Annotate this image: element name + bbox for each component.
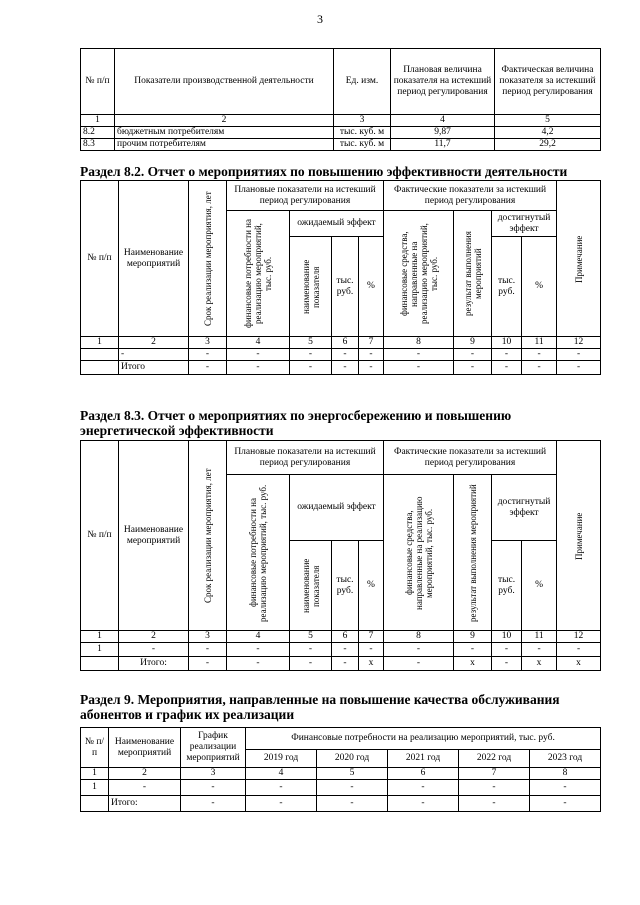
header-year: 2021 год <box>388 750 459 768</box>
cell-plan: 11,7 <box>391 139 495 151</box>
cell: - <box>359 361 384 375</box>
cell: - <box>119 643 189 657</box>
cell: - <box>290 657 332 671</box>
cell <box>81 796 109 812</box>
cell: - <box>290 643 332 657</box>
cell: - <box>388 796 459 812</box>
header-year: 2020 год <box>317 750 388 768</box>
index-cell: 8 <box>384 337 454 349</box>
index-cell: 3 <box>334 115 391 127</box>
header-indicator: Показатели производственной деятельности <box>115 49 334 115</box>
index-cell: 5 <box>495 115 601 127</box>
index-cell: 7 <box>359 337 384 349</box>
cell-unit: тыс. куб. м <box>334 139 391 151</box>
header-expected-effect: ожидаемый эффект <box>290 475 384 541</box>
cell: - <box>189 361 227 375</box>
total-label: Итого <box>119 361 189 375</box>
cell: - <box>384 643 454 657</box>
index-cell: 6 <box>332 337 359 349</box>
header-name: Наименование мероприятий <box>119 441 189 631</box>
index-cell: 11 <box>522 337 557 349</box>
header-note: Примечание <box>573 234 584 283</box>
cell: - <box>317 796 388 812</box>
cell-fact: 4,2 <box>495 127 601 139</box>
cell: - <box>246 780 317 796</box>
index-cell: 4 <box>227 337 290 349</box>
header-fact-fin: финансовые средства, направленные на реализацию мероприятий, тыс. руб. <box>398 223 439 324</box>
cell: x <box>522 657 557 671</box>
header-num: № п/п <box>81 181 119 337</box>
header-fact-fin: финансовые средства, направленные на реализацию мероприятий, тыс. руб. <box>403 495 434 610</box>
header-pct: % <box>522 237 557 337</box>
index-cell: 12 <box>557 337 601 349</box>
index-cell: 9 <box>454 337 492 349</box>
index-cell: 7 <box>459 768 530 780</box>
cell: - <box>384 361 454 375</box>
header-num: № п/п <box>81 441 119 631</box>
cell <box>81 361 119 375</box>
header-year: 2022 год <box>459 750 530 768</box>
cell: - <box>181 796 246 812</box>
header-note: Примечание <box>573 511 584 560</box>
section-8-2-title: Раздел 8.2. Отчет о мероприятиях по повышению эффективности деятельности <box>80 164 568 179</box>
index-cell: 2 <box>109 768 181 780</box>
section-9-title: Раздел 9. Мероприятия, направленные на повышение качества обслуживания абонентов и график их реализации <box>80 692 560 722</box>
header-rub: тыс. руб. <box>332 541 359 631</box>
header-plan: Плановые показатели на истекший период регулирования <box>227 181 384 211</box>
header-term: Срок реализации мероприятия, лет <box>202 191 213 326</box>
index-cell: 4 <box>227 631 290 643</box>
index-cell: 5 <box>317 768 388 780</box>
header-plan: Плановые показатели на истекший период регулирования <box>227 441 384 475</box>
index-cell: 6 <box>388 768 459 780</box>
cell: - <box>388 780 459 796</box>
index-cell: 9 <box>454 631 492 643</box>
index-cell: 1 <box>81 768 109 780</box>
cell-indicator: бюджетным потребителям <box>115 127 334 139</box>
cell: - <box>181 780 246 796</box>
header-plan-fin: финансовые потребности на реализацию мероприятий, тыс. руб. <box>248 483 268 622</box>
cell: - <box>384 657 454 671</box>
cell: - <box>557 643 601 657</box>
index-cell: 2 <box>119 631 189 643</box>
cell: - <box>119 349 189 361</box>
cell: - <box>454 361 492 375</box>
header-pct: % <box>522 541 557 631</box>
index-cell: 2 <box>115 115 334 127</box>
index-cell: 4 <box>246 768 317 780</box>
header-fact: Фактическая величина показателя за истекший период регулирования <box>495 49 601 115</box>
index-cell: 10 <box>492 337 522 349</box>
cell: - <box>492 349 522 361</box>
cell: - <box>459 780 530 796</box>
table-row <box>81 657 601 671</box>
index-cell: 1 <box>81 115 115 127</box>
header-rub: тыс. руб. <box>492 237 522 337</box>
header-indicator: наименование показателя <box>300 558 321 613</box>
cell: - <box>492 361 522 375</box>
section-8-3-table <box>80 440 601 671</box>
cell: - <box>189 643 227 657</box>
cell: 1 <box>81 780 109 796</box>
cell: - <box>317 780 388 796</box>
cell-fact: 29,2 <box>495 139 601 151</box>
section-8-2-table <box>80 180 601 375</box>
cell: - <box>522 643 557 657</box>
table-row <box>81 796 601 812</box>
cell: - <box>359 349 384 361</box>
header-num: № п/п <box>81 728 109 768</box>
cell-unit: тыс. куб. м <box>334 127 391 139</box>
index-cell: 2 <box>119 337 189 349</box>
header-result: результат выполнения мероприятий <box>467 483 478 622</box>
header-indicator: наименование показателя <box>300 259 321 314</box>
header-unit: Ед. изм. <box>334 49 391 115</box>
header-fact: Фактические показатели за истекший период регулирования <box>384 441 557 475</box>
header-num: № п/п <box>81 49 115 115</box>
table-row <box>81 780 601 796</box>
cell: - <box>227 657 290 671</box>
table-row <box>81 361 601 375</box>
index-cell: 1 <box>81 337 119 349</box>
index-cell: 5 <box>290 631 332 643</box>
cell: - <box>290 349 332 361</box>
cell: - <box>459 796 530 812</box>
header-achieved-effect: достигнутый эффект <box>492 211 557 237</box>
header-financing: Финансовые потребности на реализацию мероприятий, тыс. руб. <box>246 728 601 750</box>
cell: - <box>189 349 227 361</box>
cell: - <box>454 643 492 657</box>
cell <box>81 349 119 361</box>
header-result: результат выполнения мероприятий <box>462 231 483 316</box>
header-rub: тыс. руб. <box>492 541 522 631</box>
table-row <box>81 349 601 361</box>
cell-num: 8.2 <box>81 127 115 139</box>
cell: - <box>522 349 557 361</box>
header-rub: тыс. руб. <box>332 237 359 337</box>
index-cell: 6 <box>332 631 359 643</box>
cell: - <box>227 643 290 657</box>
header-achieved-effect: достигнутый эффект <box>492 475 557 541</box>
index-cell: 3 <box>189 337 227 349</box>
cell: - <box>454 349 492 361</box>
index-cell: 5 <box>290 337 332 349</box>
cell-plan: 9,87 <box>391 127 495 139</box>
index-cell: 3 <box>189 631 227 643</box>
total-label: Итого: <box>109 796 181 812</box>
index-cell: 7 <box>359 631 384 643</box>
cell: x <box>557 657 601 671</box>
index-cell: 4 <box>391 115 495 127</box>
header-fact: Фактические показатели за истекший период регулирования <box>384 181 557 211</box>
header-pct: % <box>359 541 384 631</box>
index-cell: 12 <box>557 631 601 643</box>
header-name: Наименование мероприятий <box>109 728 181 768</box>
page-number: 3 <box>317 12 323 26</box>
header-plan-fin: финансовые потребности на реализацию мероприятий, тыс. руб. <box>243 219 273 328</box>
header-year: 2019 год <box>246 750 317 768</box>
header-pct: % <box>359 237 384 337</box>
cell: - <box>332 349 359 361</box>
cell: - <box>246 796 317 812</box>
production-indicators-table <box>80 48 601 151</box>
header-plan: Плановая величина показателя на истекший период регулирования <box>391 49 495 115</box>
cell: - <box>530 780 601 796</box>
cell: - <box>557 361 601 375</box>
cell-indicator: прочим потребителям <box>115 139 334 151</box>
index-cell: 10 <box>492 631 522 643</box>
cell: - <box>492 657 522 671</box>
header-schedule: График реализации мероприятий <box>181 728 246 768</box>
cell: - <box>530 796 601 812</box>
index-cell: 1 <box>81 631 119 643</box>
cell: - <box>290 361 332 375</box>
header-year: 2023 год <box>530 750 601 768</box>
cell: x <box>359 657 384 671</box>
header-name: Наименование мероприятий <box>119 181 189 337</box>
table-row <box>81 643 601 657</box>
cell: - <box>522 361 557 375</box>
table-row <box>81 139 601 151</box>
cell: - <box>332 643 359 657</box>
cell: - <box>227 349 290 361</box>
index-cell: 8 <box>530 768 601 780</box>
cell: - <box>359 643 384 657</box>
cell: - <box>227 361 290 375</box>
table-row <box>81 127 601 139</box>
cell: - <box>332 361 359 375</box>
cell: - <box>332 657 359 671</box>
index-cell: 3 <box>181 768 246 780</box>
cell: - <box>109 780 181 796</box>
index-cell: 11 <box>522 631 557 643</box>
section-9-table <box>80 727 601 812</box>
header-expected-effect: ожидаемый эффект <box>290 211 384 237</box>
cell <box>81 657 119 671</box>
section-8-3-title: Раздел 8.3. Отчет о мероприятиях по энергосбережению и повышению энергетической эффективности <box>80 408 512 438</box>
index-cell: 8 <box>384 631 454 643</box>
cell: - <box>384 349 454 361</box>
cell: - <box>557 349 601 361</box>
total-label: Итого: <box>119 657 189 671</box>
cell: - <box>189 657 227 671</box>
cell: - <box>492 643 522 657</box>
cell-num: 8.3 <box>81 139 115 151</box>
header-term: Срок реализации мероприятия, лет <box>202 468 213 603</box>
cell: x <box>454 657 492 671</box>
cell: 1 <box>81 643 119 657</box>
